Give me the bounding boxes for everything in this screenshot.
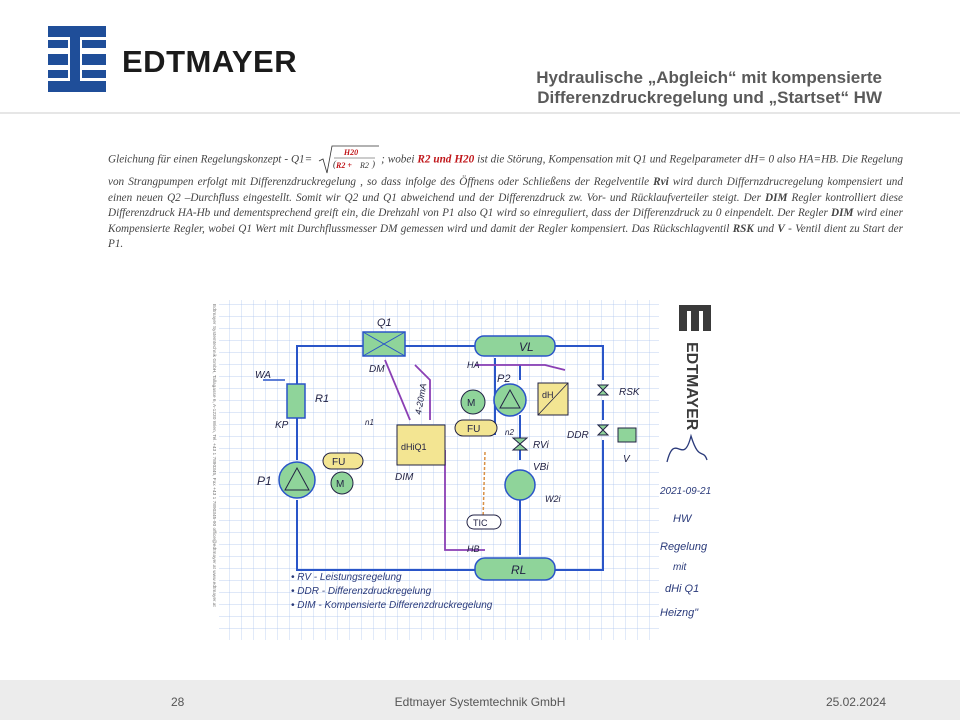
title-line-2: Differenzdruckregelung und „Startset“ HW [537,88,882,107]
legend-item: • RV - Leistungsregelung [291,572,402,583]
label-kp: KP [275,420,289,431]
label-n1: n1 [365,418,374,427]
consumer [505,470,535,500]
valve-v [618,428,636,442]
label-fu2: FU [467,424,481,435]
label-dim-box: dHiQ1 [401,442,427,452]
edtmayer-logo-icon [48,26,106,92]
para-text: ; wobei [381,153,418,166]
label-m1: M [336,479,345,490]
label-dm: DM [369,364,385,375]
hydraulic-sketch [205,280,733,650]
footer-date: 25.02.2024 [825,695,886,709]
pump-p2 [494,384,526,416]
label-p1: P1 [257,474,272,488]
label-wa: WA [255,370,271,381]
label-tic: TIC [473,518,488,528]
label-r1: R1 [315,393,330,405]
title-line-1: Hydraulische „Abgleich“ mit kompensierte [536,68,882,87]
label-dim: DIM [395,472,414,483]
formula-denominator: R2 + [336,161,353,170]
para-text: wird einer Kompensierte Regler, wobei Q1 Wert mit Durchflussmesser DM gemessen wird und damit der Regler kompensiert. Das Rückschlagventil [108,207,903,235]
para-bold: V [777,222,785,235]
slide-title [536,68,882,108]
label-hb: HB [467,544,480,554]
para-text: Gleichung für einen Regelungskonzept - Q1= [108,153,316,166]
note-line: dHi Q1 [665,583,700,595]
para-text: wird durch Differnzdrucregelung kompensiert und einen neuen Q2 –Durchfluss eingestellt. Somit wir Q2 und Q1 abweichend und der Differenzdruck zw. Vor- und Rücklaufverteiler steigt. Der [108,176,903,204]
note-line: HW [673,513,692,525]
label-ddr: DDR [567,430,589,441]
label-dh: dH [542,390,554,400]
para-text: Regler kontrolliert diese Differenzdruck HA-Hb und dementsprechend greift ein, die Drehzahl von P1 also Q1 wird so einreguliert, dass der Differenzdruck zu 0 einpendelt. Der Regler [108,191,903,220]
para-text: und [753,222,778,235]
label-rsk: RSK [619,387,640,398]
supply-header-vl [475,336,555,356]
formula [317,145,379,175]
para-highlight: R2 und H20 [417,153,475,166]
page-number: 28 [171,695,185,709]
formula-denominator-2: R2 [360,161,369,170]
label-q1: Q1 [377,317,392,329]
label-rvi: RVi [533,440,549,451]
footer-company: Edtmayer Systemtechnik GmbH [394,695,566,709]
legend-item: • DIM - Kompensierte Differenzdruckregelung [291,600,493,611]
para-bold: DIM [831,207,854,220]
para-text: - Ventil dient zu Start der P1. [108,222,904,251]
resistance-r1 [287,384,305,418]
label-fu1: FU [332,457,346,468]
label-m2: M [467,398,476,409]
brand-name: EDTMAYER [122,44,298,79]
stamp-text: EDTMAYER [683,342,700,431]
para-bold: Rvi [653,176,669,188]
note-line: Regelung [660,541,708,553]
note-line: 2021-09-21 [660,486,712,497]
label-vbi: VBi [533,462,549,473]
header-divider [0,112,960,114]
description-paragraph [108,145,903,253]
para-bold: DIM [765,191,788,204]
para-bold: RSK [732,222,754,235]
label-n2: n2 [505,428,514,437]
note-line: mit [673,562,687,573]
label-vl: VL [519,340,534,354]
label-ha: HA [467,360,480,370]
label-p2: P2 [497,373,511,385]
legend-item: • DDR - Differenzdruckregelung [291,586,432,597]
formula-numerator: H20 [343,148,359,157]
sketch-side-text: Edtmayer Systemtechnik GmbH, Tallagasse 6, A-1230 Wien, Tel. +43 1 7890345, Fax +43 1 7890345-90 office@edtmayer.at www.edtmayer.at [211,304,216,607]
label-v: V [623,454,630,465]
svg-text:(: ( [333,159,337,169]
label-w2i: W2i [545,494,561,504]
label-rl: RL [511,563,527,577]
svg-text:): ) [372,159,376,169]
note-line: Heizng" [660,607,699,619]
label-signal: 4-20mA [413,382,429,416]
para-text: ist die Störung, Kompensation mit Q1 und Regelparameter dH= 0 also HA=HB. Die Regelung von Strangpumpen erfolgt mit Differenzdruckregelung , so dass infolge des Öffnens oder Schließens der Regelventile [108,153,904,188]
